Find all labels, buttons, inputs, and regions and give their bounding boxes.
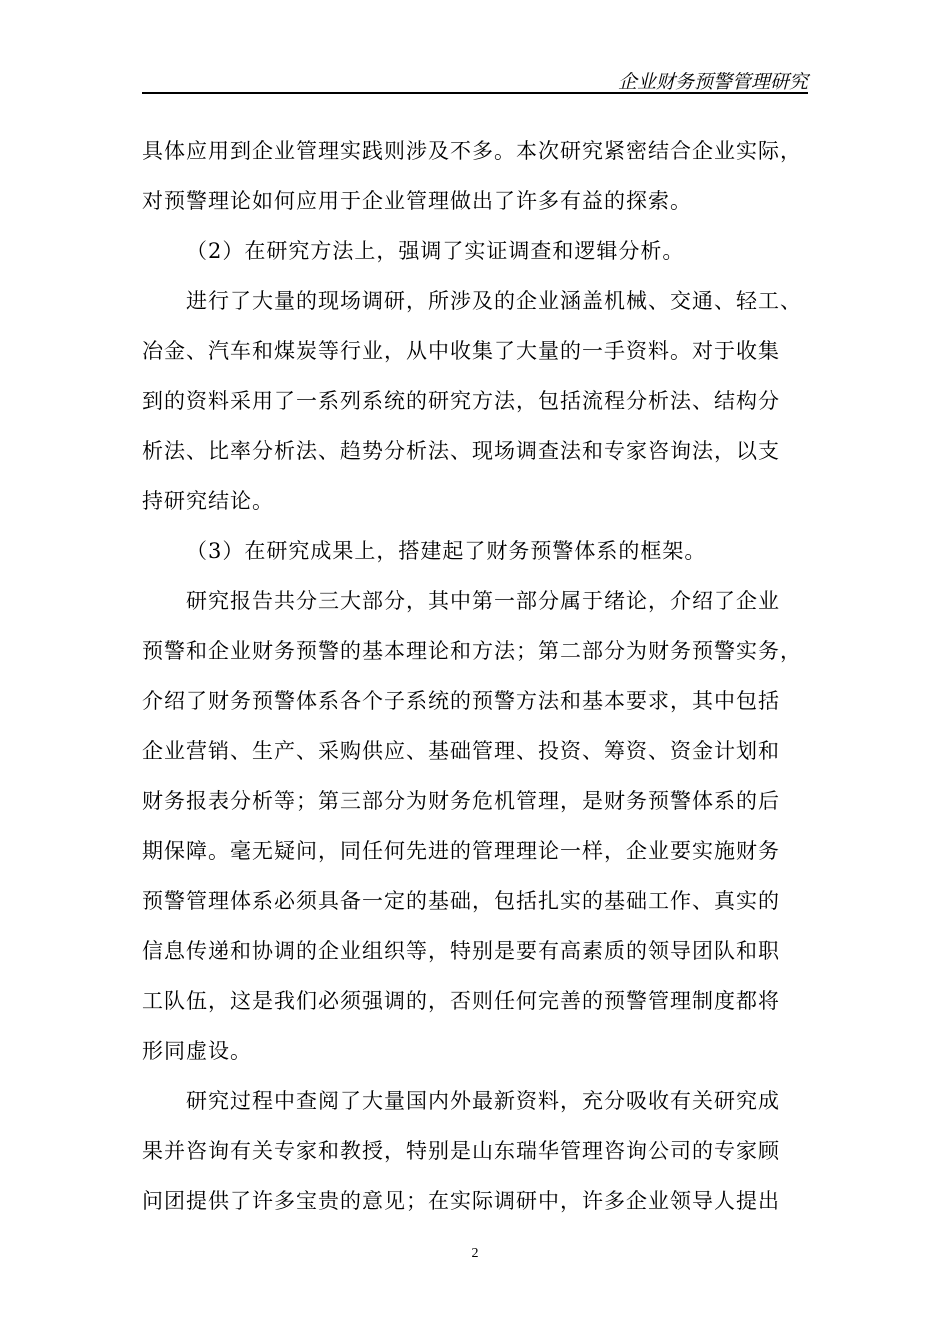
body-line: 到的资料采用了一系列系统的研究方法，包括流程分析法、结构分 — [142, 389, 780, 413]
body-line: 信息传递和协调的企业组织等，特别是要有高素质的领导团队和职 — [142, 939, 780, 963]
body-line: 预警管理体系必须具备一定的基础，包括扎实的基础工作、真实的 — [142, 889, 780, 913]
body-line: 持研究结论。 — [142, 489, 274, 513]
body-line: 预警和企业财务预警的基本理论和方法；第二部分为财务预警实务， — [142, 639, 802, 663]
body-line: 财务报表分析等；第三部分为财务危机管理，是财务预警体系的后 — [142, 789, 780, 813]
body-line: 工队伍，这是我们必须强调的，否则任何完善的预警管理制度都将 — [142, 989, 780, 1013]
body-line: 研究过程中查阅了大量国内外最新资料，充分吸收有关研究成 — [186, 1089, 780, 1113]
body-line: 问团提供了许多宝贵的意见；在实际调研中，许多企业领导人提出 — [142, 1189, 780, 1213]
body-line: （2）在研究方法上，强调了实证调查和逻辑分析。 — [186, 239, 685, 263]
body-line: 析法、比率分析法、趋势分析法、现场调查法和专家咨询法，以支 — [142, 439, 780, 463]
body-line: 介绍了财务预警体系各个子系统的预警方法和基本要求，其中包括 — [142, 689, 780, 713]
body-line: 冶金、汽车和煤炭等行业，从中收集了大量的一手资料。对于收集 — [142, 339, 780, 363]
header-rule — [142, 92, 808, 94]
body-line: 研究报告共分三大部分，其中第一部分属于绪论，介绍了企业 — [186, 589, 780, 613]
page-header-title: 企业财务预警管理研究 — [617, 71, 808, 93]
page-number: 2 — [471, 1246, 479, 1261]
body-line: 期保障。毫无疑问，同任何先进的管理理论一样，企业要实施财务 — [142, 839, 780, 863]
body-line: （3）在研究成果上，搭建起了财务预警体系的框架。 — [186, 539, 707, 563]
body-line: 果并咨询有关专家和教授，特别是山东瑞华管理咨询公司的专家顾 — [142, 1139, 780, 1163]
body-line: 形同虚设。 — [142, 1039, 252, 1063]
body-line: 具体应用到企业管理实践则涉及不多。本次研究紧密结合企业实际， — [142, 139, 802, 163]
body-line: 对预警理论如何应用于企业管理做出了许多有益的探索。 — [142, 189, 692, 213]
body-line: 进行了大量的现场调研，所涉及的企业涵盖机械、交通、轻工、 — [186, 289, 802, 313]
body-line: 企业营销、生产、采购供应、基础管理、投资、筹资、资金计划和 — [142, 739, 780, 763]
